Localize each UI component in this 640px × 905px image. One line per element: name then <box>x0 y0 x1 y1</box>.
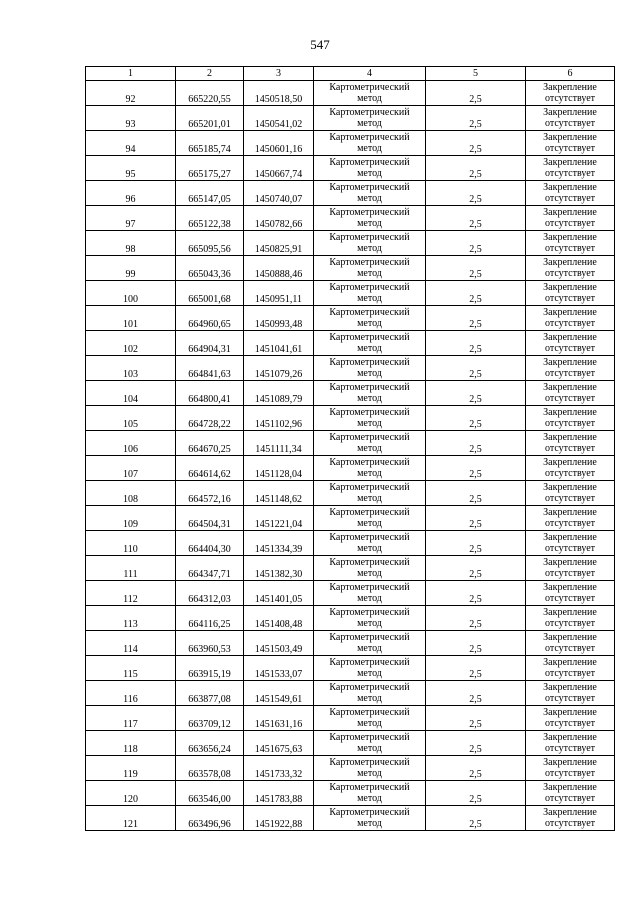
table-row <box>86 381 615 406</box>
table-row <box>86 431 615 456</box>
method-cell: Картометрический метод <box>314 706 426 731</box>
x-coordinate-cell: 663496,96 <box>176 806 244 831</box>
fixing-cell: Закрепление отсутствует <box>526 581 615 606</box>
accuracy-cell: 2,5 <box>426 356 526 381</box>
method-cell: Картометрический метод <box>314 456 426 481</box>
point-number-cell: 97 <box>86 206 176 231</box>
accuracy-cell: 2,5 <box>426 481 526 506</box>
point-number-cell: 121 <box>86 806 176 831</box>
fixing-cell: Закрепление отсутствует <box>526 156 615 181</box>
y-coordinate-cell: 1450782,66 <box>244 206 314 231</box>
accuracy-cell: 2,5 <box>426 781 526 806</box>
table-row <box>86 356 615 381</box>
table-row <box>86 531 615 556</box>
fixing-cell: Закрепление отсутствует <box>526 656 615 681</box>
accuracy-cell: 2,5 <box>426 456 526 481</box>
point-number-cell: 98 <box>86 231 176 256</box>
point-number-cell: 112 <box>86 581 176 606</box>
table-row <box>86 406 615 431</box>
x-coordinate-cell: 664504,31 <box>176 506 244 531</box>
fixing-cell: Закрепление отсутствует <box>526 806 615 831</box>
x-coordinate-cell: 664347,71 <box>176 556 244 581</box>
table-row <box>86 806 615 831</box>
method-cell: Картометрический метод <box>314 281 426 306</box>
x-coordinate-cell: 664572,16 <box>176 481 244 506</box>
x-coordinate-cell: 665201,01 <box>176 106 244 131</box>
fixing-cell: Закрепление отсутствует <box>526 606 615 631</box>
table-row <box>86 281 615 306</box>
y-coordinate-cell: 1451041,61 <box>244 331 314 356</box>
y-coordinate-cell: 1451503,49 <box>244 631 314 656</box>
point-number-cell: 96 <box>86 181 176 206</box>
method-cell: Картометрический метод <box>314 256 426 281</box>
table-row <box>86 256 615 281</box>
x-coordinate-cell: 664614,62 <box>176 456 244 481</box>
accuracy-cell: 2,5 <box>426 631 526 656</box>
column-header: 3 <box>244 67 314 81</box>
table-row <box>86 131 615 156</box>
y-coordinate-cell: 1451221,04 <box>244 506 314 531</box>
point-number-cell: 114 <box>86 631 176 656</box>
table-row <box>86 206 615 231</box>
method-cell: Картометрический метод <box>314 806 426 831</box>
accuracy-cell: 2,5 <box>426 306 526 331</box>
fixing-cell: Закрепление отсутствует <box>526 506 615 531</box>
y-coordinate-cell: 1451089,79 <box>244 381 314 406</box>
y-coordinate-cell: 1451922,88 <box>244 806 314 831</box>
method-cell: Картометрический метод <box>314 681 426 706</box>
x-coordinate-cell: 665001,68 <box>176 281 244 306</box>
y-coordinate-cell: 1450888,46 <box>244 256 314 281</box>
point-number-cell: 119 <box>86 756 176 781</box>
method-cell: Картометрический метод <box>314 331 426 356</box>
method-cell: Картометрический метод <box>314 81 426 106</box>
accuracy-cell: 2,5 <box>426 506 526 531</box>
y-coordinate-cell: 1451408,48 <box>244 606 314 631</box>
x-coordinate-cell: 663709,12 <box>176 706 244 731</box>
x-coordinate-cell: 664904,31 <box>176 331 244 356</box>
table-row <box>86 481 615 506</box>
point-number-cell: 115 <box>86 656 176 681</box>
fixing-cell: Закрепление отсутствует <box>526 181 615 206</box>
table-row <box>86 456 615 481</box>
table-row <box>86 781 615 806</box>
fixing-cell: Закрепление отсутствует <box>526 706 615 731</box>
method-cell: Картометрический метод <box>314 206 426 231</box>
point-number-cell: 101 <box>86 306 176 331</box>
method-cell: Картометрический метод <box>314 631 426 656</box>
x-coordinate-cell: 663578,08 <box>176 756 244 781</box>
table-row <box>86 231 615 256</box>
y-coordinate-cell: 1451783,88 <box>244 781 314 806</box>
fixing-cell: Закрепление отсутствует <box>526 106 615 131</box>
fixing-cell: Закрепление отсутствует <box>526 256 615 281</box>
table-row <box>86 731 615 756</box>
y-coordinate-cell: 1451128,04 <box>244 456 314 481</box>
x-coordinate-cell: 664728,22 <box>176 406 244 431</box>
fixing-cell: Закрепление отсутствует <box>526 631 615 656</box>
x-coordinate-cell: 663960,53 <box>176 631 244 656</box>
accuracy-cell: 2,5 <box>426 106 526 131</box>
method-cell: Картометрический метод <box>314 381 426 406</box>
fixing-cell: Закрепление отсутствует <box>526 531 615 556</box>
accuracy-cell: 2,5 <box>426 181 526 206</box>
method-cell: Картометрический метод <box>314 531 426 556</box>
accuracy-cell: 2,5 <box>426 406 526 431</box>
fixing-cell: Закрепление отсутствует <box>526 381 615 406</box>
table-body <box>86 81 615 831</box>
y-coordinate-cell: 1450667,74 <box>244 156 314 181</box>
table-row <box>86 81 615 106</box>
table-row <box>86 706 615 731</box>
y-coordinate-cell: 1451631,16 <box>244 706 314 731</box>
fixing-cell: Закрепление отсутствует <box>526 206 615 231</box>
point-number-cell: 99 <box>86 256 176 281</box>
fixing-cell: Закрепление отсутствует <box>526 331 615 356</box>
y-coordinate-cell: 1451111,34 <box>244 431 314 456</box>
table-row <box>86 181 615 206</box>
table-header-row <box>86 67 615 81</box>
method-cell: Картометрический метод <box>314 306 426 331</box>
page-number: 547 <box>310 37 330 52</box>
method-cell: Картометрический метод <box>314 431 426 456</box>
table-row <box>86 606 615 631</box>
y-coordinate-cell: 1450601,16 <box>244 131 314 156</box>
fixing-cell: Закрепление отсутствует <box>526 556 615 581</box>
y-coordinate-cell: 1451148,62 <box>244 481 314 506</box>
y-coordinate-cell: 1451533,07 <box>244 656 314 681</box>
accuracy-cell: 2,5 <box>426 756 526 781</box>
method-cell: Картометрический метод <box>314 556 426 581</box>
accuracy-cell: 2,5 <box>426 806 526 831</box>
method-cell: Картометрический метод <box>314 606 426 631</box>
x-coordinate-cell: 665095,56 <box>176 231 244 256</box>
x-coordinate-cell: 665147,05 <box>176 181 244 206</box>
method-cell: Картометрический метод <box>314 406 426 431</box>
y-coordinate-cell: 1451382,30 <box>244 556 314 581</box>
x-coordinate-cell: 663915,19 <box>176 656 244 681</box>
table-row <box>86 556 615 581</box>
column-header: 4 <box>314 67 426 81</box>
accuracy-cell: 2,5 <box>426 706 526 731</box>
x-coordinate-cell: 665185,74 <box>176 131 244 156</box>
x-coordinate-cell: 663546,00 <box>176 781 244 806</box>
point-number-cell: 109 <box>86 506 176 531</box>
method-cell: Картометрический метод <box>314 656 426 681</box>
point-number-cell: 107 <box>86 456 176 481</box>
column-header: 2 <box>176 67 244 81</box>
x-coordinate-cell: 664116,25 <box>176 606 244 631</box>
accuracy-cell: 2,5 <box>426 231 526 256</box>
fixing-cell: Закрепление отсутствует <box>526 431 615 456</box>
fixing-cell: Закрепление отсутствует <box>526 731 615 756</box>
method-cell: Картометрический метод <box>314 481 426 506</box>
accuracy-cell: 2,5 <box>426 131 526 156</box>
fixing-cell: Закрепление отсутствует <box>526 756 615 781</box>
point-number-cell: 104 <box>86 381 176 406</box>
column-header: 1 <box>86 67 176 81</box>
y-coordinate-cell: 1450825,91 <box>244 231 314 256</box>
accuracy-cell: 2,5 <box>426 431 526 456</box>
fixing-cell: Закрепление отсутствует <box>526 131 615 156</box>
fixing-cell: Закрепление отсутствует <box>526 406 615 431</box>
point-number-cell: 102 <box>86 331 176 356</box>
fixing-cell: Закрепление отсутствует <box>526 306 615 331</box>
y-coordinate-cell: 1450951,11 <box>244 281 314 306</box>
accuracy-cell: 2,5 <box>426 156 526 181</box>
y-coordinate-cell: 1450541,02 <box>244 106 314 131</box>
y-coordinate-cell: 1451401,05 <box>244 581 314 606</box>
method-cell: Картометрический метод <box>314 731 426 756</box>
method-cell: Картометрический метод <box>314 356 426 381</box>
accuracy-cell: 2,5 <box>426 206 526 231</box>
fixing-cell: Закрепление отсутствует <box>526 281 615 306</box>
fixing-cell: Закрепление отсутствует <box>526 681 615 706</box>
x-coordinate-cell: 665175,27 <box>176 156 244 181</box>
point-number-cell: 94 <box>86 131 176 156</box>
point-number-cell: 103 <box>86 356 176 381</box>
x-coordinate-cell: 663656,24 <box>176 731 244 756</box>
accuracy-cell: 2,5 <box>426 556 526 581</box>
y-coordinate-cell: 1451079,26 <box>244 356 314 381</box>
x-coordinate-cell: 665122,38 <box>176 206 244 231</box>
point-number-cell: 110 <box>86 531 176 556</box>
point-number-cell: 117 <box>86 706 176 731</box>
y-coordinate-cell: 1450993,48 <box>244 306 314 331</box>
x-coordinate-cell: 664960,65 <box>176 306 244 331</box>
column-header: 6 <box>526 67 615 81</box>
x-coordinate-cell: 664800,41 <box>176 381 244 406</box>
table-row <box>86 681 615 706</box>
table-row <box>86 306 615 331</box>
method-cell: Картометрический метод <box>314 756 426 781</box>
point-number-cell: 118 <box>86 731 176 756</box>
fixing-cell: Закрепление отсутствует <box>526 231 615 256</box>
x-coordinate-cell: 663877,08 <box>176 681 244 706</box>
fixing-cell: Закрепление отсутствует <box>526 481 615 506</box>
x-coordinate-cell: 665043,36 <box>176 256 244 281</box>
y-coordinate-cell: 1451733,32 <box>244 756 314 781</box>
method-cell: Картометрический метод <box>314 781 426 806</box>
point-number-cell: 120 <box>86 781 176 806</box>
point-number-cell: 92 <box>86 81 176 106</box>
method-cell: Картометрический метод <box>314 506 426 531</box>
x-coordinate-cell: 665220,55 <box>176 81 244 106</box>
point-number-cell: 116 <box>86 681 176 706</box>
point-number-cell: 105 <box>86 406 176 431</box>
table-row <box>86 631 615 656</box>
x-coordinate-cell: 664312,03 <box>176 581 244 606</box>
accuracy-cell: 2,5 <box>426 606 526 631</box>
table-row <box>86 106 615 131</box>
coordinates-table <box>85 66 615 831</box>
accuracy-cell: 2,5 <box>426 731 526 756</box>
y-coordinate-cell: 1450740,07 <box>244 181 314 206</box>
point-number-cell: 111 <box>86 556 176 581</box>
method-cell: Картометрический метод <box>314 231 426 256</box>
fixing-cell: Закрепление отсутствует <box>526 356 615 381</box>
table-row <box>86 331 615 356</box>
point-number-cell: 93 <box>86 106 176 131</box>
accuracy-cell: 2,5 <box>426 331 526 356</box>
table-row <box>86 506 615 531</box>
accuracy-cell: 2,5 <box>426 381 526 406</box>
table-row <box>86 156 615 181</box>
y-coordinate-cell: 1451102,96 <box>244 406 314 431</box>
point-number-cell: 95 <box>86 156 176 181</box>
y-coordinate-cell: 1451334,39 <box>244 531 314 556</box>
point-number-cell: 100 <box>86 281 176 306</box>
x-coordinate-cell: 664404,30 <box>176 531 244 556</box>
column-header: 5 <box>426 67 526 81</box>
accuracy-cell: 2,5 <box>426 256 526 281</box>
accuracy-cell: 2,5 <box>426 81 526 106</box>
point-number-cell: 108 <box>86 481 176 506</box>
point-number-cell: 106 <box>86 431 176 456</box>
y-coordinate-cell: 1451549,61 <box>244 681 314 706</box>
fixing-cell: Закрепление отсутствует <box>526 456 615 481</box>
accuracy-cell: 2,5 <box>426 581 526 606</box>
table-row <box>86 756 615 781</box>
method-cell: Картометрический метод <box>314 106 426 131</box>
method-cell: Картометрический метод <box>314 156 426 181</box>
accuracy-cell: 2,5 <box>426 281 526 306</box>
point-number-cell: 113 <box>86 606 176 631</box>
table-row <box>86 581 615 606</box>
table-row <box>86 656 615 681</box>
method-cell: Картометрический метод <box>314 581 426 606</box>
x-coordinate-cell: 664841,63 <box>176 356 244 381</box>
x-coordinate-cell: 664670,25 <box>176 431 244 456</box>
accuracy-cell: 2,5 <box>426 656 526 681</box>
y-coordinate-cell: 1450518,50 <box>244 81 314 106</box>
fixing-cell: Закрепление отсутствует <box>526 81 615 106</box>
method-cell: Картометрический метод <box>314 181 426 206</box>
fixing-cell: Закрепление отсутствует <box>526 781 615 806</box>
y-coordinate-cell: 1451675,63 <box>244 731 314 756</box>
method-cell: Картометрический метод <box>314 131 426 156</box>
accuracy-cell: 2,5 <box>426 681 526 706</box>
accuracy-cell: 2,5 <box>426 531 526 556</box>
